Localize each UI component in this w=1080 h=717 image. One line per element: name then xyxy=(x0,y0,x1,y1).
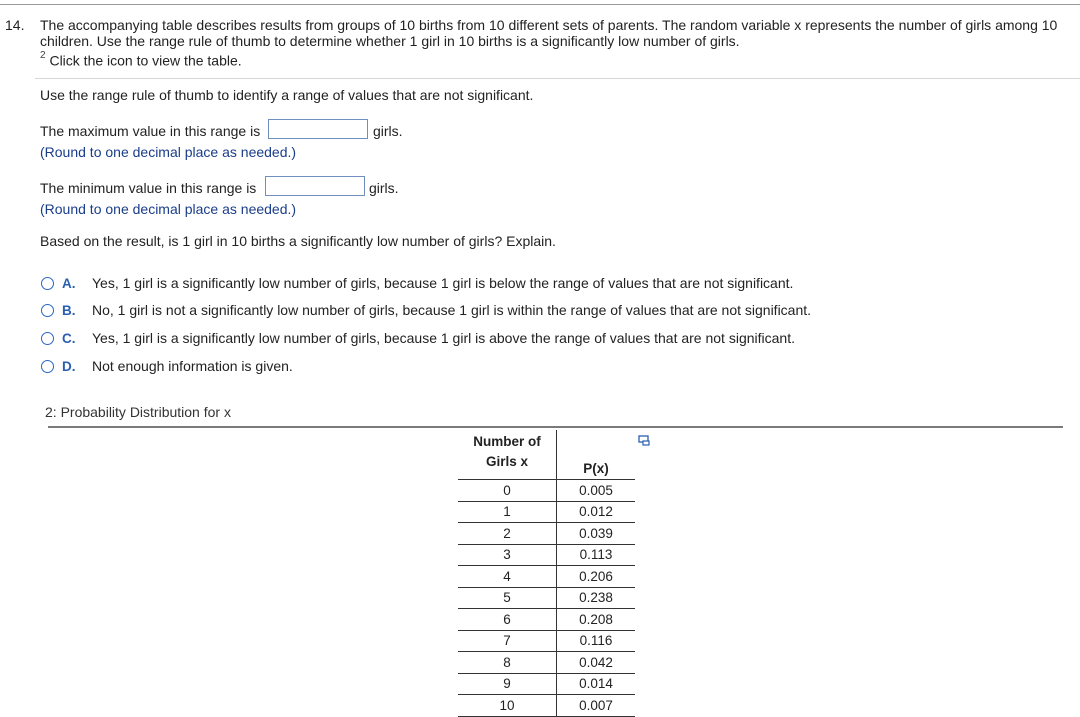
min-value-hint: (Round to one decimal place as needed.) xyxy=(40,201,297,217)
cell-probability: 0.012 xyxy=(557,501,636,523)
cell-girls-x: 0 xyxy=(458,480,557,502)
table-row xyxy=(458,480,635,502)
cell-girls-x: 7 xyxy=(458,630,557,652)
radio-d[interactable] xyxy=(41,360,54,373)
copy-table-icon[interactable] xyxy=(638,434,650,449)
column-header-girls-line1: Number of xyxy=(473,434,541,449)
question-number: 14. xyxy=(5,17,25,33)
table-section-divider xyxy=(48,426,1063,428)
column-header-girls-line2: Girls x xyxy=(485,454,529,469)
top-divider xyxy=(0,4,1080,5)
option-d[interactable] xyxy=(41,356,293,376)
question-prompt: Based on the result, is 1 girl in 10 births a significantly low number of girls? Explain. xyxy=(40,233,556,249)
radio-c[interactable] xyxy=(41,332,54,345)
column-header-girls xyxy=(458,430,557,480)
cell-probability: 0.005 xyxy=(557,480,636,502)
footnote-marker: 2 xyxy=(40,50,46,61)
cell-probability: 0.208 xyxy=(557,609,636,631)
option-b-text: No, 1 girl is not a significantly low number of girls, because 1 girl is within the range of values that are not significant. xyxy=(92,302,812,318)
cell-girls-x: 3 xyxy=(458,544,557,566)
table-row xyxy=(458,673,635,695)
column-header-probability: P(x) xyxy=(557,430,636,480)
cell-girls-x: 10 xyxy=(458,695,557,717)
cell-probability: 0.014 xyxy=(557,673,636,695)
instruction-text: Use the range rule of thumb to identify a range of values that are not significant. xyxy=(40,87,534,103)
cell-probability: 0.113 xyxy=(557,544,636,566)
option-c-text: Yes, 1 girl is a significantly low number of girls, because 1 girl is above the range of values that are not significant. xyxy=(92,330,795,346)
cell-girls-x: 1 xyxy=(458,501,557,523)
option-d-text: Not enough information is given. xyxy=(92,358,293,374)
probability-table xyxy=(458,430,635,717)
option-b-letter: B. xyxy=(62,302,76,318)
table-row xyxy=(458,544,635,566)
cell-girls-x: 6 xyxy=(458,609,557,631)
cell-probability: 0.116 xyxy=(557,630,636,652)
question-text: The accompanying table describes results from groups of 10 births from 10 different sets of parents. The random variable x represents the number of girls among 10 children. Use the range rule of thumb to determine whether 1 girl in 10 births is a significantly low number of girls. xyxy=(40,17,1058,49)
option-b[interactable] xyxy=(41,300,811,320)
max-value-input[interactable] xyxy=(268,119,368,139)
max-value-label: The maximum value in this range is xyxy=(40,123,261,139)
table-row xyxy=(458,609,635,631)
min-value-unit: girls. xyxy=(369,180,399,196)
cell-girls-x: 5 xyxy=(458,587,557,609)
cell-probability: 0.206 xyxy=(557,566,636,588)
footnote-link[interactable] xyxy=(40,52,242,69)
table-row xyxy=(458,523,635,545)
cell-girls-x: 8 xyxy=(458,652,557,674)
table-row xyxy=(458,630,635,652)
cell-girls-x: 4 xyxy=(458,566,557,588)
option-d-letter: D. xyxy=(62,358,76,374)
footnote-text: Click the icon to view the table. xyxy=(49,52,242,69)
max-value-unit: girls. xyxy=(373,123,403,139)
table-row xyxy=(458,695,635,717)
cell-probability: 0.007 xyxy=(557,695,636,717)
cell-probability: 0.238 xyxy=(557,587,636,609)
cell-girls-x: 2 xyxy=(458,523,557,545)
cell-probability: 0.042 xyxy=(557,652,636,674)
option-a-letter: A. xyxy=(62,275,76,291)
option-c-letter: C. xyxy=(62,330,76,346)
table-row xyxy=(458,652,635,674)
question-separator xyxy=(35,78,1080,79)
option-a[interactable] xyxy=(41,273,793,293)
cell-girls-x: 9 xyxy=(458,673,557,695)
table-row xyxy=(458,501,635,523)
min-value-input[interactable] xyxy=(265,176,365,196)
radio-a[interactable] xyxy=(41,277,54,290)
cell-probability: 0.039 xyxy=(557,523,636,545)
table-section-title: 2: Probability Distribution for x xyxy=(45,404,231,420)
radio-b[interactable] xyxy=(41,304,54,317)
table-row xyxy=(458,566,635,588)
table-row xyxy=(458,587,635,609)
min-value-label: The minimum value in this range is xyxy=(40,180,257,196)
max-value-hint: (Round to one decimal place as needed.) xyxy=(40,144,297,160)
option-c[interactable] xyxy=(41,328,795,348)
option-a-text: Yes, 1 girl is a significantly low number of girls, because 1 girl is below the range of values that are not significant. xyxy=(92,275,794,291)
